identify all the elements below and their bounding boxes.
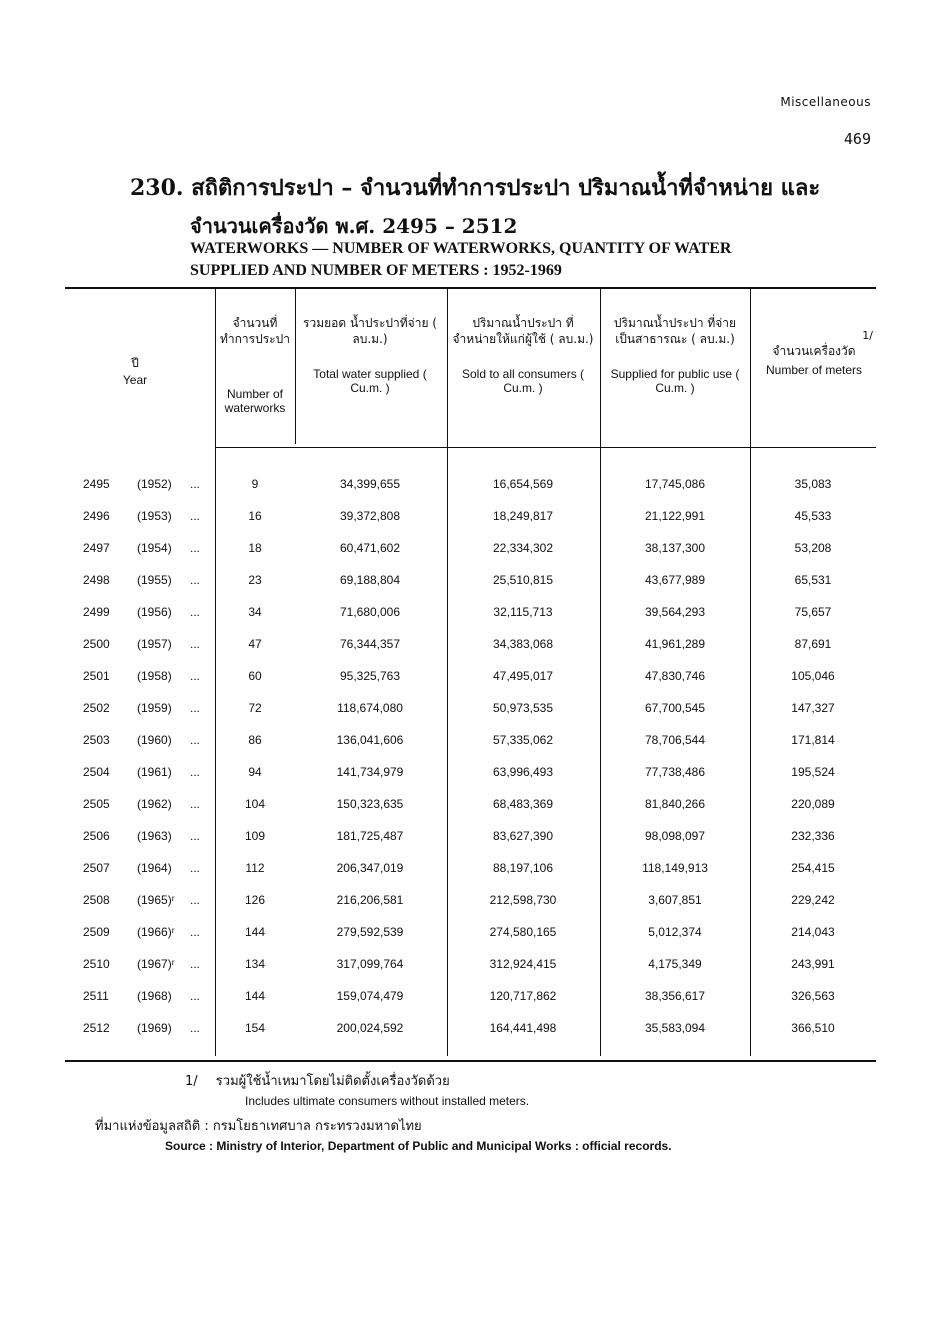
- cell-ce-year: (1964): [137, 861, 172, 875]
- table-row: [65, 509, 876, 541]
- table-row: [65, 701, 876, 733]
- cell-waterworks: 144: [244, 925, 266, 939]
- header-total-thai: รวมยอด น้ำประปาที่จ่าย ( ลบ.ม.): [303, 316, 437, 346]
- cell-ce-year: (1963): [137, 829, 172, 843]
- cell-leader: ...: [190, 1021, 201, 1035]
- table-row: [65, 605, 876, 637]
- table-row: [65, 797, 876, 829]
- header-year-thai: ปี: [131, 356, 139, 370]
- cell-waterworks: 109: [244, 829, 266, 843]
- cell-waterworks: 94: [248, 765, 262, 779]
- table-row: [65, 477, 876, 509]
- table-row: [65, 669, 876, 701]
- cell-be-year: 2504: [83, 765, 110, 779]
- cell-sold: 88,197,106: [492, 861, 554, 875]
- table-row: [65, 765, 876, 797]
- cell-leader: ...: [190, 509, 201, 523]
- header-public-thai: ปริมาณน้ำประปา ที่จ่ายเป็นสาธารณะ ( ลบ.ม.): [613, 316, 737, 346]
- cell-total: 200,024,592: [336, 1021, 404, 1035]
- cell-leader: ...: [190, 957, 201, 971]
- cell-meters: 35,083: [794, 477, 832, 491]
- cell-ce-year: (1958): [137, 669, 172, 683]
- cell-leader: ...: [190, 669, 201, 683]
- cell-leader: ...: [190, 989, 201, 1003]
- cell-public: 21,122,991: [644, 509, 706, 523]
- cell-leader: ...: [190, 605, 201, 619]
- cell-sold: 274,580,165: [489, 925, 557, 939]
- cell-meters: 243,991: [791, 957, 835, 971]
- cell-be-year: 2500: [83, 637, 110, 651]
- cell-sold: 18,249,817: [492, 509, 554, 523]
- footnote-thai: [185, 1070, 450, 1091]
- cell-public: 67,700,545: [644, 701, 706, 715]
- cell-leader: ...: [190, 765, 201, 779]
- table-row: [65, 573, 876, 605]
- cell-be-year: 2501: [83, 669, 110, 683]
- cell-be-year: 2498: [83, 573, 110, 587]
- title-english: [190, 238, 731, 282]
- cell-meters: 45,533: [794, 509, 832, 523]
- cell-sold: 68,483,369: [492, 797, 554, 811]
- cell-public: 4,175,349: [648, 957, 702, 971]
- cell-waterworks: 60: [248, 669, 262, 683]
- cell-ce-year: (1961): [137, 765, 172, 779]
- cell-sold: 57,335,062: [492, 733, 554, 747]
- cell-waterworks: 9: [251, 477, 259, 491]
- cell-waterworks: 72: [248, 701, 262, 715]
- cell-meters: 220,089: [791, 797, 835, 811]
- cell-public: 118,149,913: [642, 861, 708, 875]
- cell-sold: 16,654,569: [492, 477, 554, 491]
- cell-total: 150,323,635: [336, 797, 404, 811]
- title-english-line1: WATERWORKS — NUMBER OF WATERWORKS, QUANTITY OF WATER: [190, 240, 732, 257]
- cell-sold: 25,510,815: [492, 573, 554, 587]
- header-year-english: Year: [122, 373, 148, 387]
- cell-public: 38,356,617: [644, 989, 706, 1003]
- table-row: [65, 957, 876, 989]
- title-thai-line2: จำนวนเครื่องวัด พ.ศ. 2495 – 2512: [190, 214, 518, 238]
- cell-waterworks: 18: [248, 541, 262, 555]
- cell-be-year: 2509: [83, 925, 110, 939]
- cell-meters: 366,510: [791, 1021, 835, 1035]
- cell-meters: 254,415: [791, 861, 835, 875]
- cell-public: 47,830,746: [644, 669, 706, 683]
- cell-total: 136,041,606: [336, 733, 404, 747]
- cell-waterworks: 104: [244, 797, 266, 811]
- cell-meters: 326,563: [791, 989, 835, 1003]
- column-divider: [295, 289, 296, 444]
- cell-ce-year: (1969): [137, 1021, 172, 1035]
- source-english: Source : Ministry of Interior, Department of Public and Municipal Works : official records.: [165, 1139, 672, 1153]
- cell-waterworks: 23: [248, 573, 262, 587]
- header-total: [300, 315, 440, 395]
- cell-total: 95,325,763: [339, 669, 401, 683]
- cell-leader: ...: [190, 733, 201, 747]
- header-sold-thai: ปริมาณน้ำประปา ที่จำหน่ายให้แก่ผู้ใช้ ( ลบ.ม.): [452, 316, 594, 346]
- cell-public: 98,098,097: [644, 829, 706, 843]
- cell-sold: 120,717,862: [489, 989, 557, 1003]
- source-thai: ที่มาแห่งข้อมูลสถิติ : กรมโยธาเทศบาล กระทรวงมหาดไทย: [95, 1119, 422, 1134]
- cell-meters: 53,208: [794, 541, 832, 555]
- cell-meters: 171,814: [791, 733, 835, 747]
- cell-be-year: 2506: [83, 829, 110, 843]
- header-year: [95, 355, 175, 387]
- cell-waterworks: 134: [244, 957, 266, 971]
- cell-ce-year: (1966)ʳ: [137, 925, 175, 939]
- header-public: [605, 315, 745, 395]
- cell-be-year: 2497: [83, 541, 110, 555]
- cell-be-year: 2499: [83, 605, 110, 619]
- header-sold: [452, 315, 594, 395]
- cell-leader: ...: [190, 701, 201, 715]
- cell-be-year: 2505: [83, 797, 110, 811]
- cell-leader: ...: [190, 797, 201, 811]
- cell-meters: 75,657: [794, 605, 832, 619]
- cell-sold: 34,383,068: [492, 637, 554, 651]
- cell-total: 159,074,479: [336, 989, 404, 1003]
- cell-ce-year: (1960): [137, 733, 172, 747]
- cell-leader: ...: [190, 541, 201, 555]
- cell-be-year: 2502: [83, 701, 110, 715]
- cell-total: 69,188,804: [339, 573, 401, 587]
- cell-waterworks: 126: [244, 893, 266, 907]
- table-top-rule: [65, 287, 876, 289]
- header-waterworks: [215, 315, 295, 415]
- cell-ce-year: (1957): [137, 637, 172, 651]
- footnote-mark: 1/: [862, 329, 873, 342]
- cell-total: 118,674,080: [337, 701, 403, 715]
- cell-public: 17,745,086: [644, 477, 706, 491]
- cell-ce-year: (1952): [137, 477, 172, 491]
- cell-total: 39,372,808: [339, 509, 401, 523]
- cell-leader: ...: [190, 893, 201, 907]
- cell-public: 38,137,300: [644, 541, 706, 555]
- table-row: [65, 1021, 876, 1053]
- footnote-thai-text: รวมผู้ใช้น้ำเหมาโดยไม่ติดตั้งเครื่องวัดด้วย: [215, 1074, 450, 1089]
- page-number: 469: [843, 130, 871, 148]
- cell-public: 5,012,374: [648, 925, 702, 939]
- cell-leader: ...: [190, 861, 201, 875]
- cell-meters: 87,691: [794, 637, 832, 651]
- cell-ce-year: (1968): [137, 989, 172, 1003]
- title-english-line2: SUPPLIED AND NUMBER OF METERS : 1952-1969: [190, 262, 562, 279]
- cell-total: 181,725,487: [336, 829, 404, 843]
- cell-ce-year: (1956): [137, 605, 172, 619]
- table-row: [65, 925, 876, 957]
- table-bottom-rule: [65, 1060, 876, 1062]
- cell-sold: 63,996,493: [492, 765, 554, 779]
- footnote-english: Includes ultimate consumers without installed meters.: [245, 1094, 530, 1108]
- cell-waterworks: 112: [245, 861, 265, 875]
- cell-sold: 47,495,017: [492, 669, 554, 683]
- cell-waterworks: 16: [248, 509, 262, 523]
- cell-waterworks: 34: [248, 605, 262, 619]
- cell-public: 3,607,851: [648, 893, 702, 907]
- cell-be-year: 2510: [83, 957, 110, 971]
- title-thai-line1: 230. สถิติการประปา – จำนวนที่ทำการประปา ปริมาณน้ำที่จำหน่าย และ: [130, 175, 821, 201]
- cell-public: 39,564,293: [644, 605, 706, 619]
- table-row: [65, 733, 876, 765]
- table-row: [65, 989, 876, 1021]
- cell-waterworks: 47: [248, 637, 262, 651]
- cell-waterworks: 86: [248, 733, 262, 747]
- cell-sold: 312,924,415: [489, 957, 557, 971]
- cell-total: 34,399,655: [339, 477, 401, 491]
- cell-ce-year: (1962): [137, 797, 172, 811]
- cell-leader: ...: [190, 477, 201, 491]
- cell-leader: ...: [190, 637, 201, 651]
- cell-public: 41,961,289: [644, 637, 706, 651]
- cell-sold: 212,598,730: [489, 893, 557, 907]
- cell-leader: ...: [190, 829, 201, 843]
- cell-waterworks: 144: [244, 989, 266, 1003]
- cell-public: 43,677,989: [644, 573, 706, 587]
- cell-total: 206,347,019: [336, 861, 404, 875]
- cell-meters: 105,046: [791, 669, 835, 683]
- header-public-english: Supplied for public use ( Cu.m. ): [610, 367, 740, 395]
- cell-sold: 50,973,535: [492, 701, 554, 715]
- cell-be-year: 2495: [83, 477, 110, 491]
- cell-be-year: 2512: [83, 1021, 110, 1035]
- cell-be-year: 2496: [83, 509, 110, 523]
- cell-leader: ...: [190, 925, 201, 939]
- cell-meters: 65,531: [794, 573, 832, 587]
- cell-be-year: 2508: [83, 893, 110, 907]
- cell-total: 279,592,539: [336, 925, 404, 939]
- cell-ce-year: (1953): [137, 509, 172, 523]
- cell-total: 216,206,581: [336, 893, 404, 907]
- table-row: [65, 637, 876, 669]
- cell-total: 71,680,006: [339, 605, 401, 619]
- cell-ce-year: (1959): [137, 701, 172, 715]
- cell-ce-year: (1955): [137, 573, 172, 587]
- cell-be-year: 2511: [83, 989, 109, 1003]
- cell-meters: 229,242: [791, 893, 835, 907]
- cell-total: 317,099,764: [336, 957, 404, 971]
- cell-total: 60,471,602: [339, 541, 401, 555]
- cell-ce-year: (1954): [137, 541, 172, 555]
- cell-ce-year: (1967)ʳ: [137, 957, 175, 971]
- header-meters-english: Number of meters: [765, 363, 863, 377]
- footnote-mark-bottom: 1/: [185, 1074, 198, 1089]
- cell-total: 141,734,979: [336, 765, 404, 779]
- cell-meters: 214,043: [791, 925, 835, 939]
- cell-waterworks: 154: [244, 1021, 266, 1035]
- cell-ce-year: (1965)ʳ: [137, 893, 175, 907]
- cell-public: 35,583,094: [644, 1021, 706, 1035]
- header-sold-english: Sold to all consumers ( Cu.m. ): [461, 367, 585, 395]
- cell-public: 81,840,266: [644, 797, 706, 811]
- cell-total: 76,344,357: [339, 637, 401, 651]
- cell-be-year: 2503: [83, 733, 110, 747]
- cell-meters: 232,336: [791, 829, 835, 843]
- cell-sold: 83,627,390: [492, 829, 554, 843]
- cell-leader: ...: [190, 573, 201, 587]
- header-total-english: Total water supplied ( Cu.m. ): [313, 367, 427, 395]
- section-label: Miscellaneous: [780, 95, 871, 109]
- header-meters: [755, 329, 873, 377]
- header-rule: [215, 447, 876, 448]
- data-table: [65, 287, 876, 1062]
- header-waterworks-english: Number of waterworks: [224, 387, 286, 415]
- cell-sold: 32,115,713: [493, 605, 553, 619]
- cell-meters: 195,524: [791, 765, 835, 779]
- cell-meters: 147,327: [791, 701, 835, 715]
- cell-public: 77,738,486: [644, 765, 706, 779]
- table-row: [65, 541, 876, 573]
- cell-public: 78,706,544: [644, 733, 706, 747]
- cell-sold: 22,334,302: [492, 541, 554, 555]
- header-waterworks-thai: จำนวนที่ ทำการประปา: [220, 316, 290, 346]
- table-row: [65, 893, 876, 925]
- table-row: [65, 829, 876, 861]
- header-meters-thai: จำนวนเครื่องวัด: [772, 344, 856, 358]
- cell-be-year: 2507: [83, 861, 110, 875]
- cell-sold: 164,441,498: [489, 1021, 557, 1035]
- table-row: [65, 861, 876, 893]
